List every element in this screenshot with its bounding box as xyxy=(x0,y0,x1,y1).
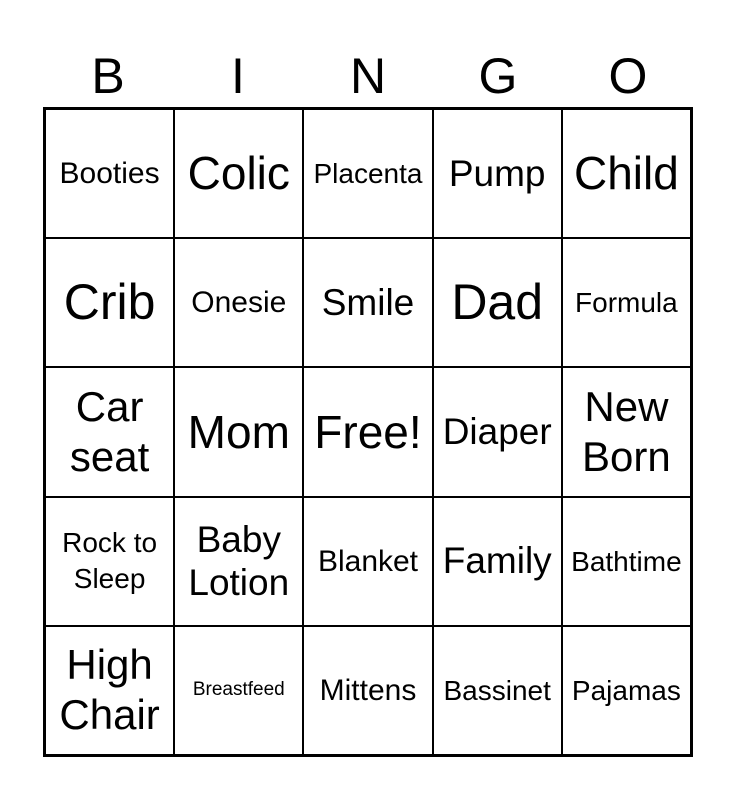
header-letter-i: I xyxy=(231,48,245,104)
bingo-cell-diaper[interactable] xyxy=(433,367,562,496)
bingo-cell-pajamas[interactable] xyxy=(562,626,691,755)
cell-label: New Born xyxy=(582,382,671,480)
cell-label: Bassinet xyxy=(443,674,551,706)
bingo-cell-bathtime[interactable] xyxy=(562,497,691,626)
cell-label: Pajamas xyxy=(571,674,681,706)
bingo-cell-child[interactable] xyxy=(562,109,691,238)
bingo-cell-new-born[interactable] xyxy=(562,367,691,496)
bingo-cell-pump[interactable] xyxy=(433,109,562,238)
bingo-cell-formula[interactable] xyxy=(562,238,691,367)
cell-label: Child xyxy=(573,147,679,200)
bingo-cell-high-chair[interactable] xyxy=(45,626,174,755)
header-letter-n: N xyxy=(349,48,387,104)
cell-label: Free! xyxy=(314,405,422,458)
cell-label: Breastfeed xyxy=(192,679,285,701)
bingo-cell-smile[interactable] xyxy=(303,238,432,367)
bingo-board xyxy=(43,107,693,757)
cell-label: High Chair xyxy=(59,641,160,739)
cell-label: Bathtime xyxy=(571,545,682,577)
cell-label: Formula xyxy=(575,287,678,319)
cell-label: Mom xyxy=(187,405,290,458)
cell-label: Mittens xyxy=(319,673,417,707)
bingo-cell-placenta[interactable] xyxy=(303,109,432,238)
cell-label: Rock to Sleep xyxy=(62,526,158,595)
cell-label: Smile xyxy=(321,281,415,323)
bingo-cell-blanket[interactable] xyxy=(303,497,432,626)
bingo-cell-dad[interactable] xyxy=(433,238,562,367)
cell-label: Car seat xyxy=(69,382,150,480)
cell-label: Blanket xyxy=(317,544,419,578)
cell-label: Booties xyxy=(59,156,160,190)
bingo-cell-crib[interactable] xyxy=(45,238,174,367)
bingo-cell-family[interactable] xyxy=(433,497,562,626)
bingo-cell-mittens[interactable] xyxy=(303,626,432,755)
cell-label: Crib xyxy=(63,274,156,331)
bingo-cell-mom[interactable] xyxy=(174,367,303,496)
header-letter-o: O xyxy=(608,48,648,104)
bingo-cell-free[interactable] xyxy=(303,367,432,496)
cell-label: Placenta xyxy=(313,158,423,190)
cell-label: Colic xyxy=(187,147,290,200)
header-letter-g: G xyxy=(478,48,518,104)
cell-label: Diaper xyxy=(442,411,552,453)
bingo-cell-onesie[interactable] xyxy=(174,238,303,367)
bingo-cell-booties[interactable] xyxy=(45,109,174,238)
bingo-cell-baby-lotion[interactable] xyxy=(174,497,303,626)
header-letter-b: B xyxy=(91,48,125,104)
bingo-header xyxy=(43,44,693,108)
bingo-cell-car-seat[interactable] xyxy=(45,367,174,496)
bingo-cell-colic[interactable] xyxy=(174,109,303,238)
bingo-cell-bassinet[interactable] xyxy=(433,626,562,755)
cell-label: Family xyxy=(442,540,552,582)
bingo-cell-breastfeed[interactable] xyxy=(174,626,303,755)
cell-label: Baby Lotion xyxy=(188,518,290,604)
cell-label: Pump xyxy=(448,152,546,194)
cell-label: Onesie xyxy=(191,286,287,320)
cell-label: Dad xyxy=(451,274,544,331)
bingo-cell-rock-to-sleep[interactable] xyxy=(45,497,174,626)
